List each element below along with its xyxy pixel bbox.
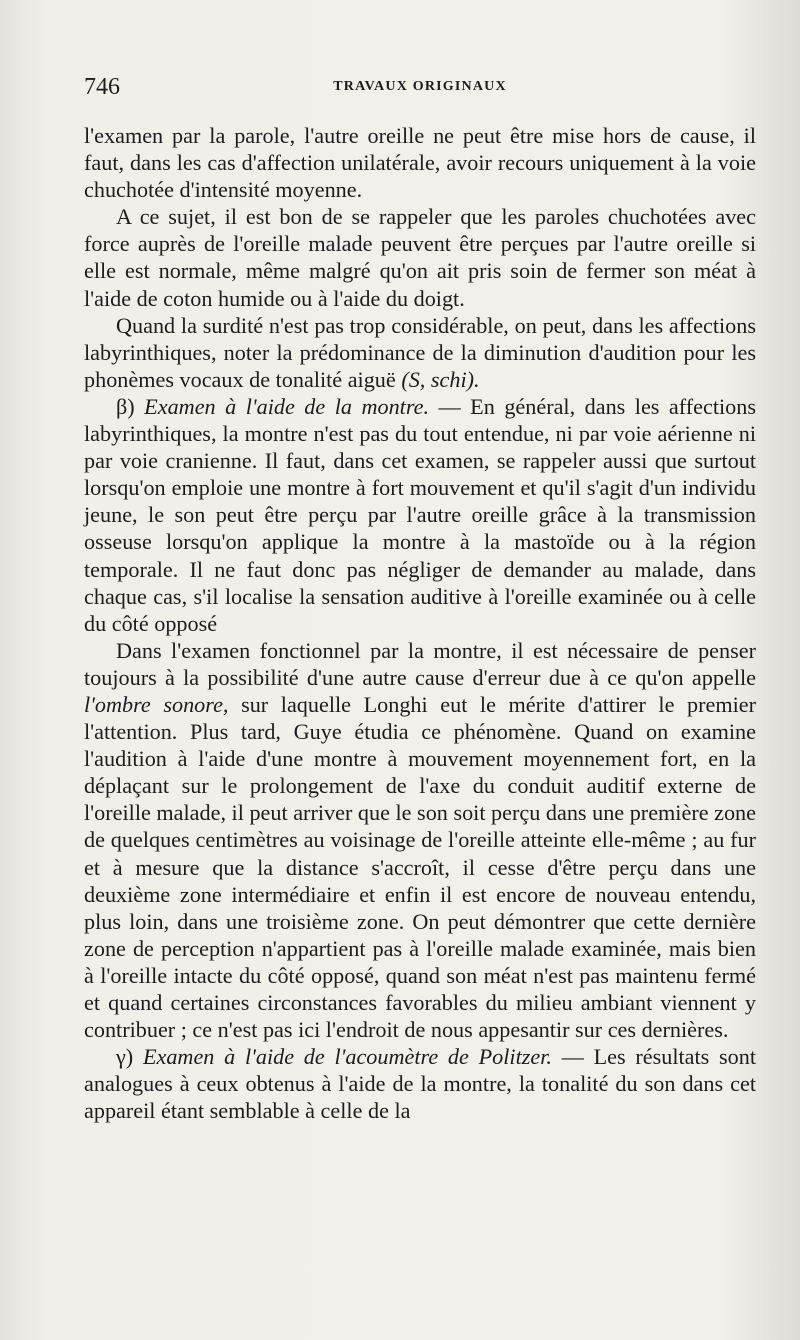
- page-header: [84, 74, 756, 104]
- paragraph-2: A ce sujet, il est bon de se rappeler que les paroles chuchotées avec force auprès de l'oreille malade peuvent être perçues par l'autre oreille si elle est normale, même malgré qu'on ait pris soin de fermer son méat à l'aide de coton humide ou à l'aide du doigt.: [84, 204, 756, 311]
- section-marker-beta: β): [116, 393, 135, 419]
- ombre-sonore-term: l'ombre sonore,: [84, 691, 229, 717]
- paragraph-5-text-b: sur laquelle Longhi eut le mérite d'attirer le premier l'attention. Plus tard, Guye étudia ce phénomène. Quand on examine l'audition à l'aide d'une montre à mouvement moyennement fort, en la déplaçant sur le prolongement de l'axe du conduit auditif externe de l'oreille malade, il peut arriver que le son soit perçu dans une première zone de quelques centimètres au voisinage de l'oreille atteinte elle-même ; au fur et à mesure que la distance s'accroît, il cesse d'être perçu dans une deuxième zone intermédiaire et enfin il est encore de nouveau entendu, plus loin, dans une troisième zone. On peut démontrer que cette dernière zone de perception n'appartient pas à l'oreille malade examinée, mais bien à l'oreille intacte du côté opposé, quand son méat n'est pas maintenu fermé et quand certaines circonstances favorables du milieu ambiant viennent y contribuer ; ce n'est pas ici l'endroit de nous appesantir sur ces dernières.: [84, 691, 756, 1043]
- paragraph-6: [84, 1043, 756, 1124]
- phoneme-examples: (S, schi).: [401, 366, 480, 392]
- paragraph-1: l'examen par la parole, l'autre oreille ne peut être mise hors de cause, il faut, dans les cas d'affection unilatérale, avoir recours uniquement à la voie chuchotée d'intensité moyenne.: [84, 123, 756, 203]
- paragraph-4-text: — En général, dans les affections labyrinthiques, la montre n'est pas du tout entendue, ni par voie aérienne ni par voie cranienne. Il faut, dans cet examen, se rappeler aussi que surtout lorsqu'on emploie une montre à fort mouvement et qu'il s'agit d'un individu jeune, le son peut être perçu par l'autre oreille grâce à la transmission osseuse lorsqu'on applique la montre à la mastoïde ou à la région temporale. Il ne faut donc pas négliger de demander au malade, dans chaque cas, s'il localise la sensation auditive à l'oreille examinée ou à celle du côté opposé: [84, 393, 756, 636]
- paragraph-5-text-a: Dans l'examen fonctionnel par la montre, il est nécessaire de penser toujours à la possibilité d'une autre cause d'erreur due à ce qu'on appelle: [84, 637, 756, 690]
- paragraph-6-text: — Les résultats sont analogues à ceux obtenus à l'aide de la montre, la tonalité du son dans cet appareil étant semblable à celle de la: [84, 1044, 757, 1124]
- section-marker-gamma: γ): [116, 1044, 134, 1070]
- body-text: [84, 122, 756, 1124]
- section-heading-montre: Examen à l'aide de la montre.: [144, 393, 430, 419]
- section-heading-acoumetre: Examen à l'aide de l'acoumètre de Politzer.: [142, 1044, 552, 1070]
- paragraph-4: [84, 393, 756, 637]
- page-number: 746: [84, 74, 120, 100]
- running-title: TRAVAUX ORIGINAUX: [333, 79, 507, 94]
- paragraph-3: [84, 312, 756, 393]
- paragraph-5: [84, 637, 756, 1043]
- paragraph-3-text: Quand la surdité n'est pas trop considérable, on peut, dans les affections labyrinthiques, noter la prédominance de la diminution d'audition pour les phonèmes vocaux de tonalité aiguë: [84, 312, 756, 392]
